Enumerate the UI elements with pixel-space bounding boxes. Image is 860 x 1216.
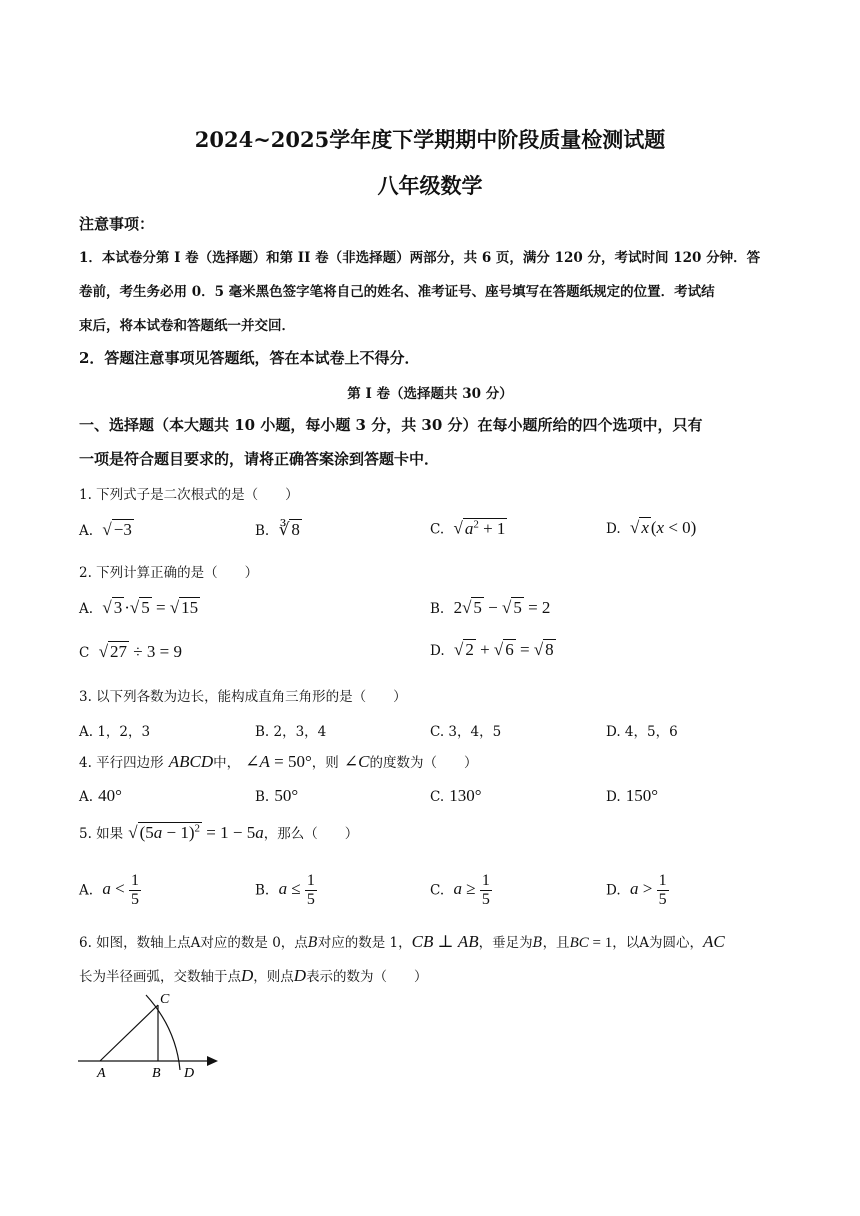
q6-bc: BC = 1 [569,935,613,951]
q6-text-3: 对应的数是 1， [317,935,412,951]
q1-option-a-expr: √ −3 [98,520,132,539]
q4-option-c [430,786,482,806]
q6-stem-line2 [79,965,428,986]
q4-angle-a: ∠A = 50° [245,752,312,771]
notice-item1-line3: 束后，将本试卷和答题纸一并交回． [79,318,295,334]
q5-option-a-label: A. [79,882,94,899]
q4-option-c-value: 130° [449,786,482,805]
q4-option-d-label: D. [606,789,621,805]
q4-option-b-value: 50° [274,786,299,805]
label-c: C [160,992,170,1007]
segment-ac [100,1005,158,1061]
q2-option-a-label: A. [79,601,94,617]
q6-point-d: D [241,966,254,985]
q5-option-b-label: B. [255,882,270,899]
part1-heading: 第 I 卷（选择题共 30 分） [347,386,513,402]
q1-option-d-label: D. [606,521,621,537]
q6-point-d-2: D [293,966,307,985]
q2-option-a [79,598,200,618]
q5-option-a-expr: a < $\frac{1}{5}$ [102,872,139,908]
q4-option-d-value: 150° [625,786,659,805]
notice-heading: 注意事项： [79,215,155,233]
q2-option-b [430,598,550,618]
q2-stem: 2. 下列计算正确的是（ ） [79,565,259,581]
q2-option-c-expr: √ 27 ÷ 3 = 9 [94,642,182,661]
q6-text-5: ，且 [542,935,570,951]
exam-subtitle: 八年级数学 [377,173,483,198]
q5-option-c [430,872,492,909]
q2-option-c [79,642,182,662]
q5-option-d [606,872,669,909]
q2-option-d-label: D. [430,643,445,659]
q4-option-b [255,786,298,806]
notice-item1-line2: 卷前，考生务必用 0．5 毫米黑色签字笔将自己的姓名、准考证号、座号填写在答题纸规定的位置．考试结 [79,284,715,300]
q5-option-c-label: C. [430,882,445,899]
q3-option-d: D. 4，5，6 [606,724,678,740]
q4-option-c-label: C. [430,789,445,805]
q6-foot-b: B [532,935,543,951]
q4-stem-part-c: ，则 [311,755,339,771]
q6-text-4: ，垂足为 [478,935,533,951]
q6-stem-line1 [79,931,725,952]
q5-stem [79,822,358,843]
q6-text-9: ，则点 [253,969,294,985]
q1-option-c [430,518,507,539]
q5-stem-part-b: ，那么（ ） [263,826,359,842]
q6-point-b: B [307,935,318,951]
q5-option-d-label: D. [606,882,621,899]
q6-center-a: A [639,935,649,951]
notice-item2: 2．答题注意事项见答题纸，答在本试卷上不得分． [79,349,420,367]
q5-stem-part-a: 5. 如果 [79,826,124,842]
q1-option-d [606,518,696,538]
q3-option-b: B. 2，3，4 [255,724,327,740]
q6-text-1: 6. 如图，数轴上点 [79,935,191,951]
q4-stem [79,751,477,772]
q4-option-d [606,786,658,806]
q4-option-b-label: B. [255,789,270,805]
q4-angle-c: ∠C [343,752,370,771]
q4-abcd: ABCD [168,752,214,771]
q2-option-d [430,640,556,660]
q1-option-c-label: C. [430,521,445,538]
q4-option-a-label: A. [79,789,94,805]
q2-option-b-expr: 2√ 5 − √ 5 = 2 [449,598,551,617]
q1-option-b-expr: ∛ 8 [274,520,300,539]
q5-equation: √ $(5a - 1)^2 = 1 - 5a$ [128,822,264,842]
q6-ac: AC [702,932,725,951]
q1-option-a-label: A. [79,523,94,539]
q1-option-d-expr: √ x (x < 0) [625,518,697,537]
q2-option-c-label: C [79,645,90,661]
q1-option-a [79,520,134,540]
number-line-figure [72,990,232,1085]
q5-option-c-expr: a ≥ $\frac{1}{5}$ [453,872,490,908]
section-instruction-line1: 一、选择题（本大题共 10 小题，每小题 3 分，共 30 分）在每小题所给的四个选项中，只有 [79,416,703,434]
q6-text-6: ，以 [612,935,640,951]
exam-title: 2024~2025学年度下学期期中阶段质量检测试题 [194,127,666,152]
q6-text-8: 长为半径画弧，交数轴于点 [79,969,241,985]
q1-stem: 1. 下列式子是二次根式的是（ ） [79,487,299,503]
q1-option-b [255,520,302,540]
q5-option-b [255,872,317,909]
q6-text-2: 对应的数是 0，点 [200,935,308,951]
axis-arrow-icon [207,1056,218,1066]
q6-perp: CB ⊥ AB [411,932,479,951]
q3-stem: 3. 以下列各数为边长，能构成直角三角形的是（ ） [79,689,407,705]
q4-stem-part-a: 4. 平行四边形 [79,755,164,771]
q6-point-a: A [190,935,201,951]
q6-text-10: 表示的数为（ ） [306,969,428,985]
q5-option-a [79,872,141,909]
q1-option-c-expr: √ $a^2 + 1$ [449,518,506,538]
q2-option-d-expr: √ 2 + √ 6 = √ 8 [449,640,554,659]
q2-option-b-label: B. [430,601,445,617]
label-a: A [97,1066,106,1081]
q4-option-a-value: 40° [98,786,122,805]
q4-option-a [79,786,122,806]
q3-option-a: A. 1，2，3 [79,724,151,740]
q1-option-b-label: B. [255,523,270,539]
q5-option-d-expr: a > $\frac{1}{5}$ [629,872,667,908]
q4-stem-part-d: 的度数为（ ） [369,755,478,771]
section-instruction-line2: 一项是符合题目要求的，请将正确答案涂到答题卡中． [79,450,440,468]
label-b: B [152,1066,161,1081]
notice-item1-line1: 1．本试卷分第 I 卷（选择题）和第 II 卷（非选择题）两部分，共 6 页，满分 120 分，考试时间 120 分钟．答 [79,250,761,266]
label-d: D [184,1066,195,1081]
q6-text-7: 为圆心， [648,935,703,951]
q2-option-a-expr: √ 3 ·√ 5 = √ 15 [98,598,199,617]
q3-option-c: C. 3，4，5 [430,724,502,740]
q5-option-b-expr: a ≤ $\frac{1}{5}$ [278,872,315,908]
q4-stem-part-b: 中， [213,755,241,771]
